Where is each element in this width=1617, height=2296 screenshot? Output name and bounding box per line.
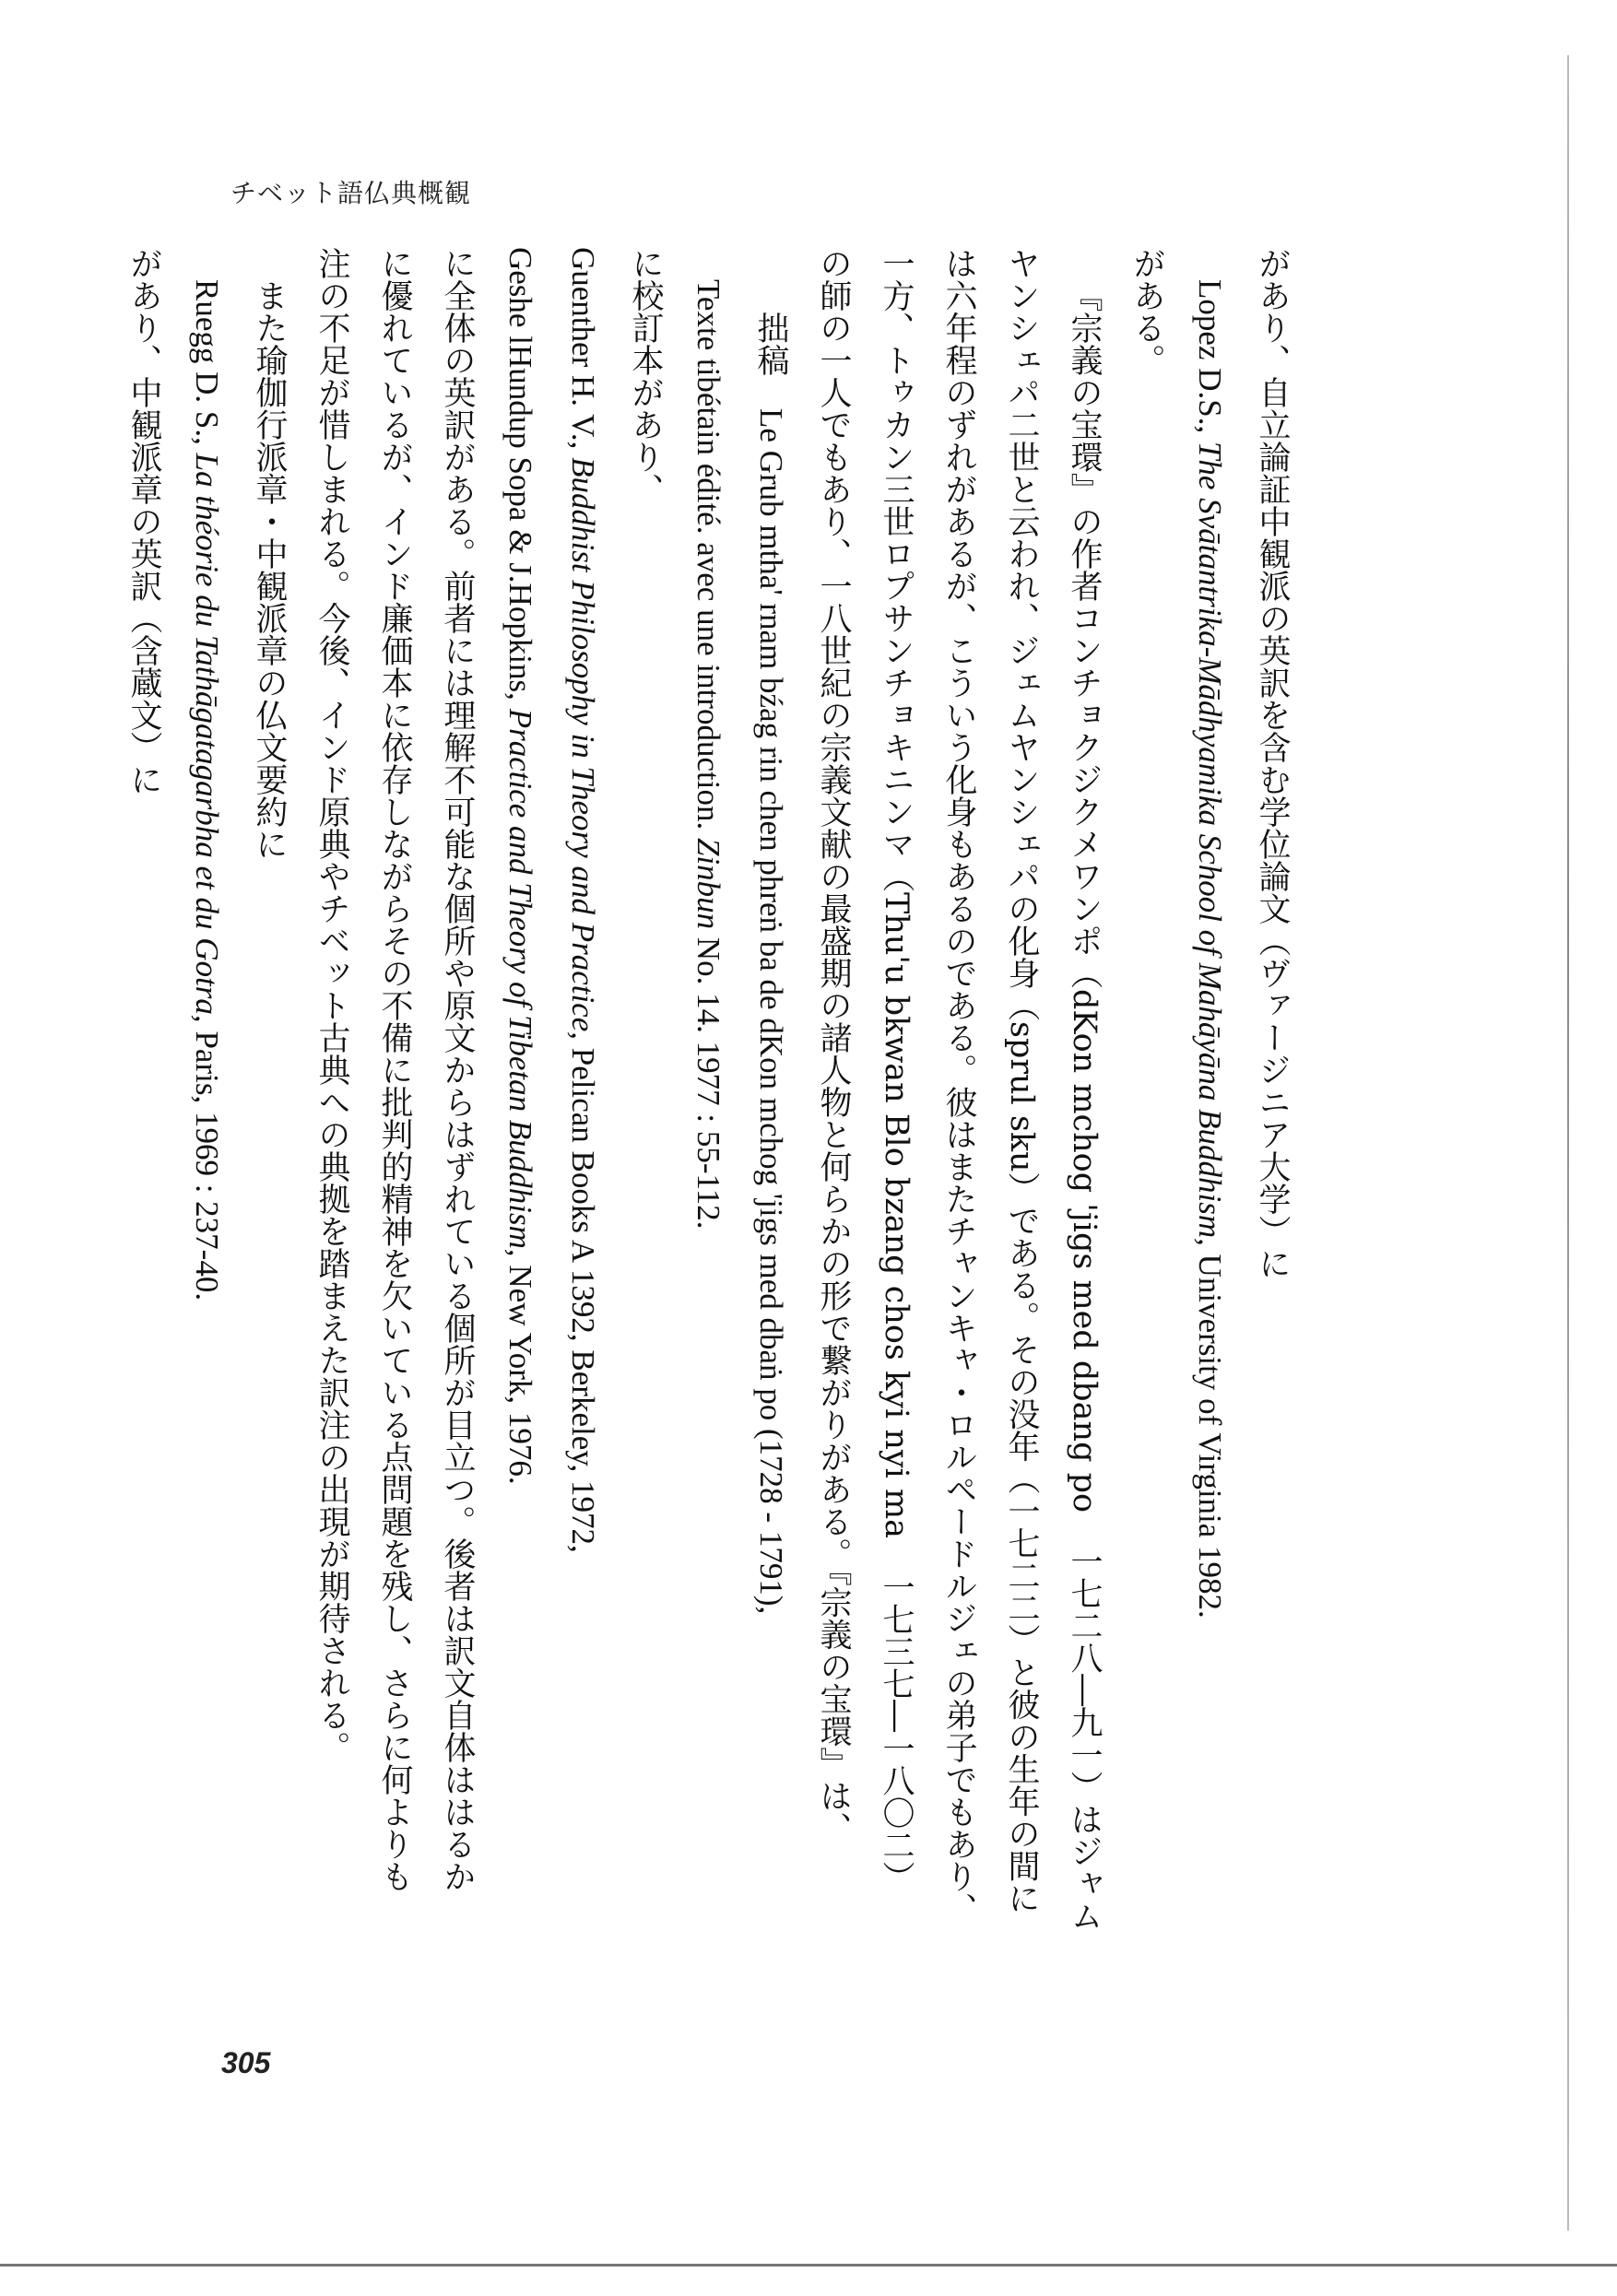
text-line: また瑜伽行派章・中観派章の仏文要約に bbox=[251, 279, 288, 860]
running-head: チベット語仏典概観 bbox=[230, 178, 472, 208]
body-text bbox=[125, 247, 1304, 1980]
text-line: に校訂本があり、 bbox=[627, 247, 664, 505]
page-number: 305 bbox=[221, 2046, 271, 2079]
text-line: Ruegg D. S., La théorie du Tathāgatagarbha et du Gotra, Paris, 1969 : 237-40. bbox=[189, 279, 225, 1301]
text-line: があり、自立論証中観派の英訳を含む学位論文（ヴァージニア大学）に bbox=[1254, 247, 1291, 1279]
text-line: Lopez D.S., The Svātantrika-Mādhyamika School of Mahāyāna Buddhism, University of Virginia 1982. bbox=[1192, 279, 1228, 1619]
text-line: Guenther H. V., Buddhist Philosophy in Theory and Practice, Pelican Books A 1392, Berkeley, 1972, bbox=[565, 247, 601, 1553]
text-line: 注の不足が惜しまれる。今後、インド原典やチベット古典への典拠を踏まえた訳注の出現が期待される。 bbox=[313, 247, 350, 1763]
text-line: に優れているが、インド廉価本に依存しながらその不備に批判的精神を欠いている点問題を残し、さらに何よりも bbox=[376, 247, 413, 1892]
text-line: 一方、トゥカン三世ロプサンチョキニンマ（Thu'u bkwan Blo bzang chos kyi nyi ma 一七三七―一八〇二） bbox=[878, 247, 915, 1894]
text-line: Geshe lHundup Sopa & J.Hopkins, Practice and Theory of Tibetan Buddhism, New York, 1976. bbox=[502, 247, 538, 1485]
text-line: があり、中観派章の英訳（含蔵文）に bbox=[125, 247, 162, 795]
scan-edge-bottom bbox=[0, 2264, 1617, 2267]
text-line: 『宗義の宝環』の作者コンチョクジクメワンポ（dKon mchog 'jigs med dbang po 一七二八―九一）はジャム bbox=[1066, 279, 1103, 1933]
text-line: がある。 bbox=[1128, 247, 1165, 376]
scan-edge-right bbox=[1567, 55, 1569, 2231]
text-line: の師の一人でもあり、一八世紀の宗義文献の最盛期の諸人物と何らかの形で繋がりがある。『宗義の宝環』は、 bbox=[815, 247, 852, 1844]
text-line: 拙稿 Le Grub mtha' rnam bźag rin chen phreṅ ba de dKon mchog 'jigs med dbaṅ po (1728 - 1791), bbox=[753, 312, 789, 1615]
text-line: ヤンシェパ二世と云われ、ジェムヤンシェパの化身（sprul sku）である。その没年（一七二二）と彼の生年の間に bbox=[1003, 247, 1040, 1914]
text-line: Texte tibétain édité. avec une introduction. Zinbun No. 14. 1977 : 55-112. bbox=[690, 279, 726, 1230]
text-line: は六年程のずれがあるが、こういう化身もあるのである。彼はまたチャンキャ・ロルペードルジェの弟子でもあり、 bbox=[940, 247, 977, 1925]
text-line: に全体の英訳がある。前者には理解不可能な個所や原文からはずれている個所が目立つ。後者は訳文自体ははるか bbox=[439, 247, 476, 1892]
